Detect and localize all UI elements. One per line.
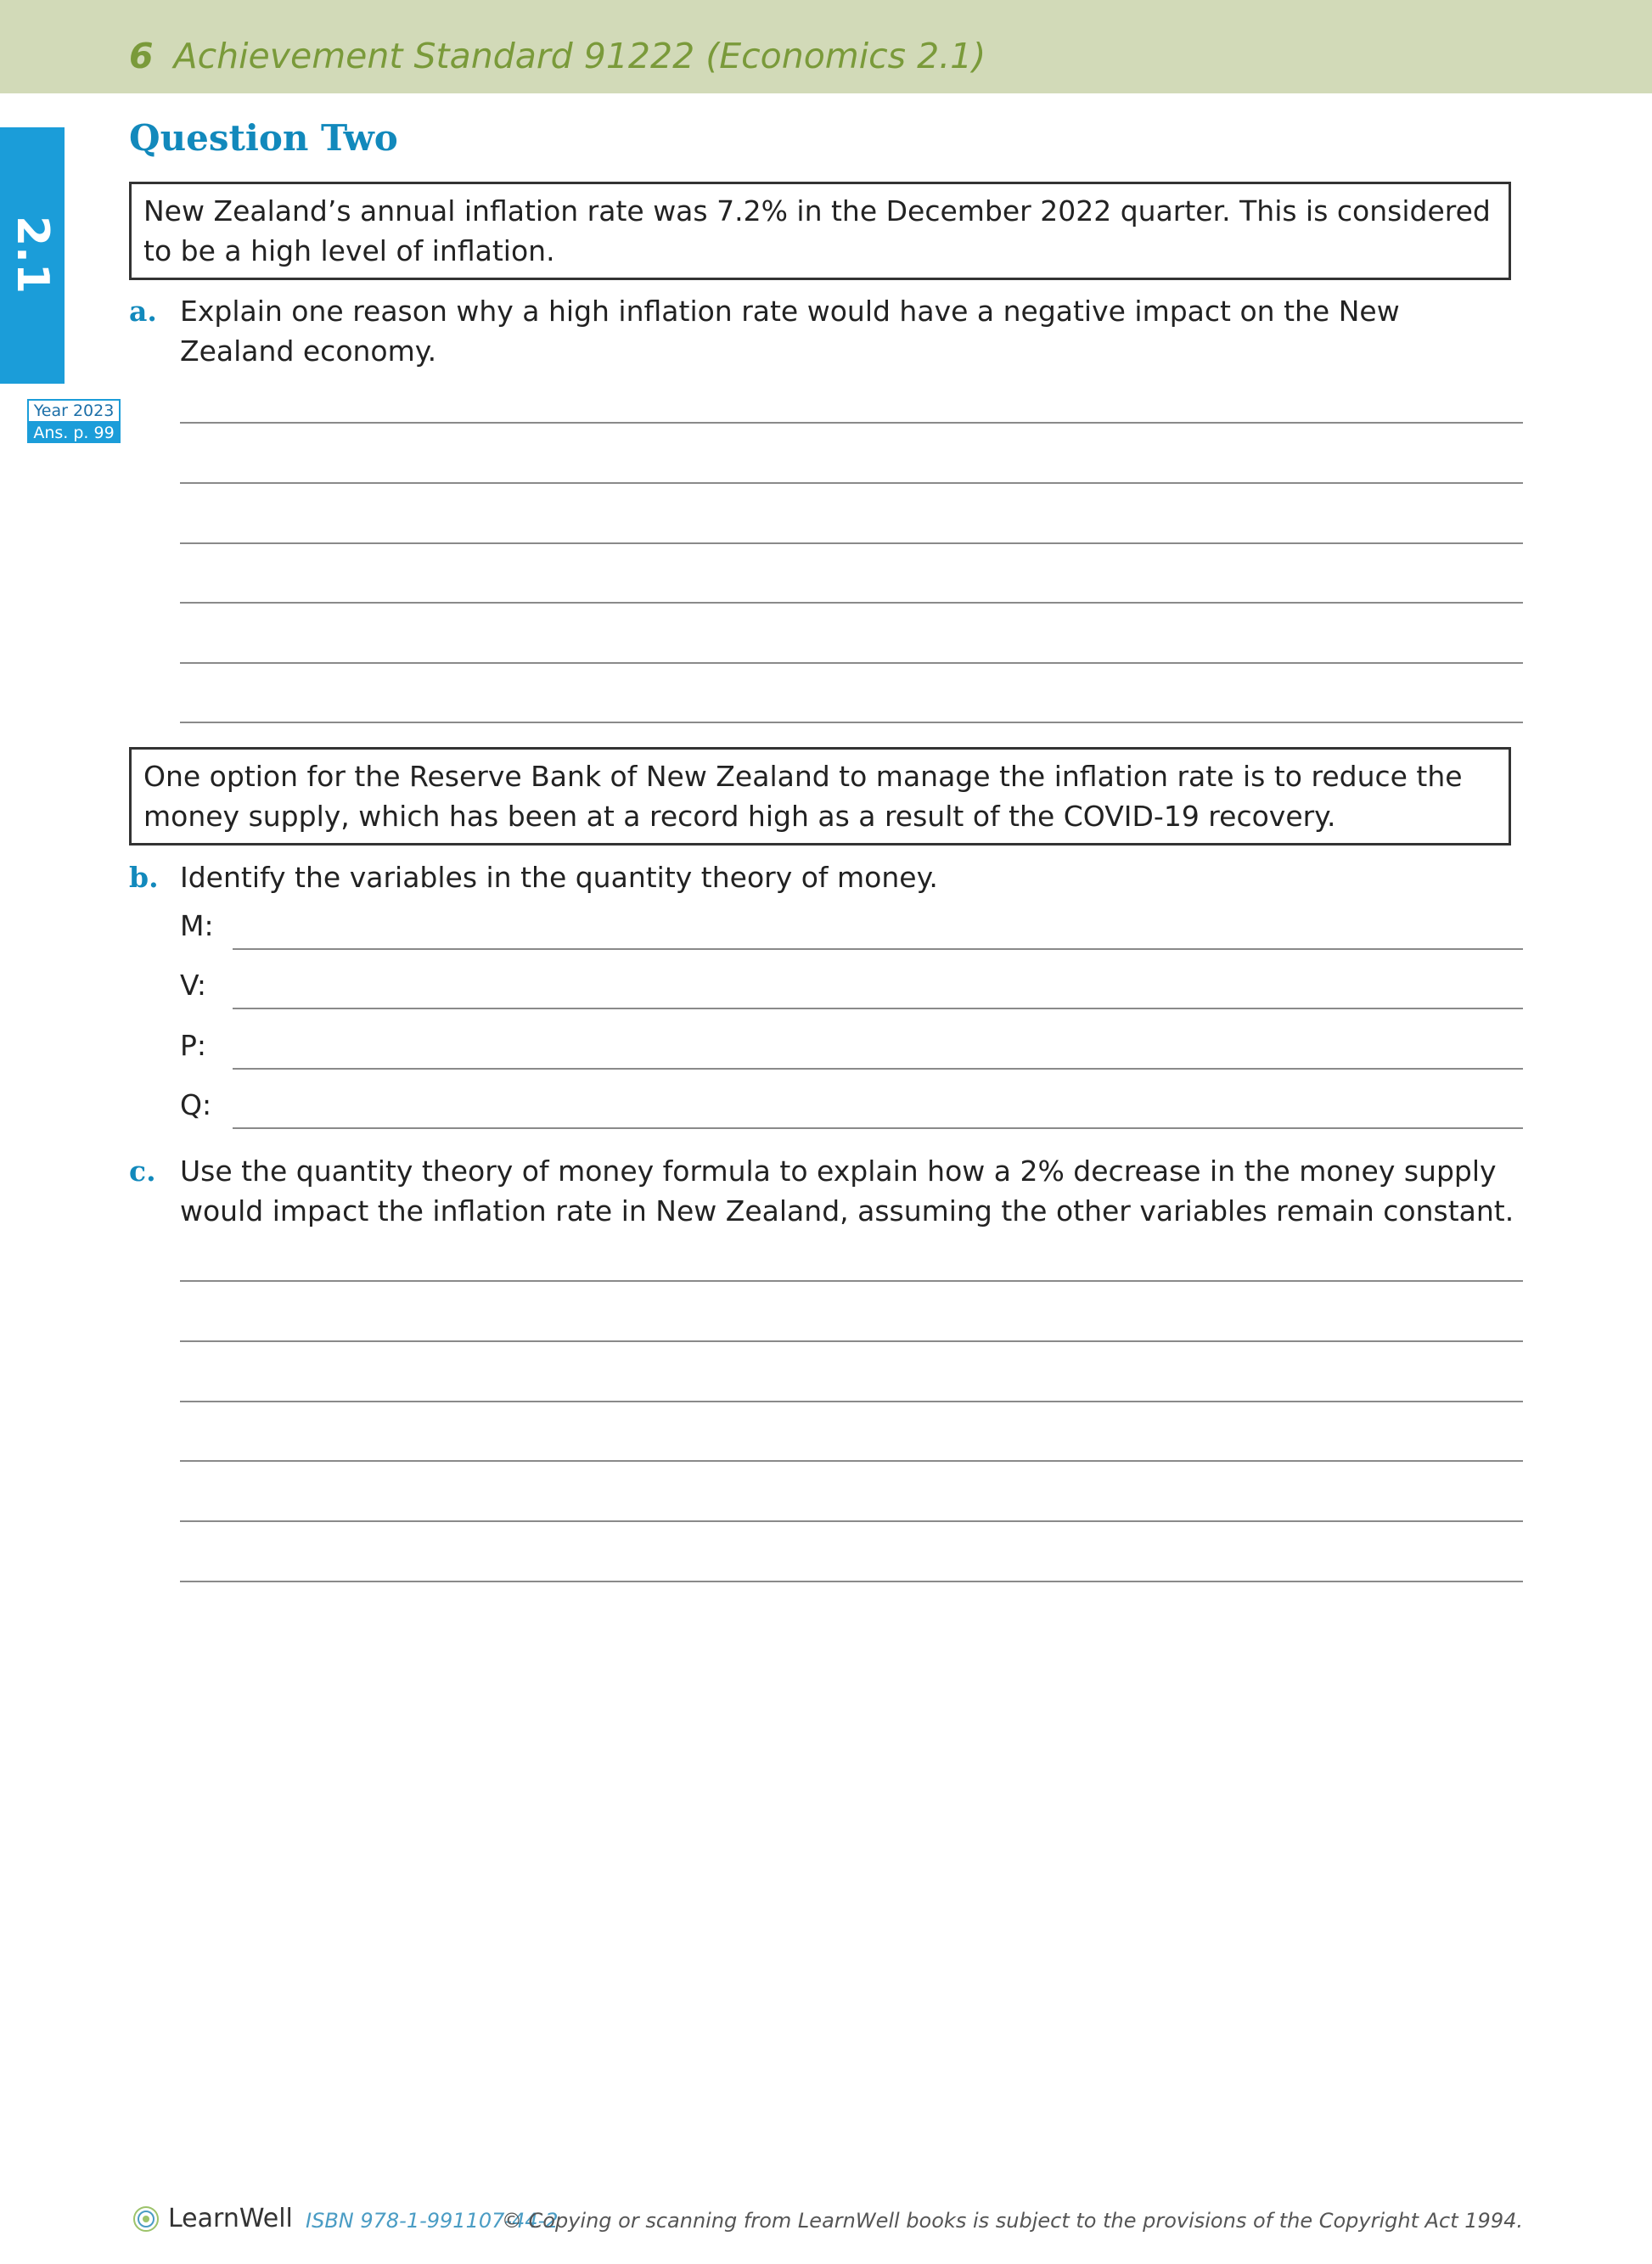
context-box-1: New Zealand’s annual inflation rate was 7.2% in the December 2022 quarter. This is considered to be a high level of inflation. — [129, 182, 1511, 280]
variable-answer-line[interactable] — [233, 1068, 1523, 1070]
variable-answer-line[interactable] — [233, 948, 1523, 950]
header-title-line — [129, 36, 986, 76]
isbn-text: ISBN 978-1-991107-44-2 — [306, 2209, 559, 2233]
page-footer — [129, 2202, 1523, 2239]
page-header — [0, 0, 1652, 93]
answer-line[interactable] — [180, 542, 1523, 544]
variable-row-p[interactable] — [180, 1027, 1523, 1070]
context-box-2: One option for the Reserve Bank of New Zealand to manage the inflation rate is to reduce the money supply, which has been at a record high as a result of the COVID-19 recovery. — [129, 747, 1511, 845]
answer-line[interactable] — [180, 422, 1523, 424]
page-number: 6 — [129, 36, 154, 76]
answer-line[interactable] — [180, 1520, 1523, 1522]
answer-line[interactable] — [180, 722, 1523, 723]
part-a-letter: a. — [129, 295, 157, 328]
variable-label: M: — [180, 909, 214, 942]
variable-label: V: — [180, 969, 207, 1002]
variable-answer-line[interactable] — [233, 1008, 1523, 1009]
section-tab-label: 2.1 — [7, 215, 58, 295]
part-c-text: Use the quantity theory of money formula to explain how a 2% decrease in the money supply would impact the inflation rate in New Zealand, assuming the other variables remain constant. — [180, 1154, 1514, 1228]
part-a-text: Explain one reason why a high inflation rate would have a negative impact on the New Zealand economy. — [180, 295, 1400, 368]
answer-line[interactable] — [180, 1280, 1523, 1282]
variable-answer-line[interactable] — [233, 1127, 1523, 1129]
answer-line[interactable] — [180, 1581, 1523, 1582]
part-b — [129, 857, 1521, 897]
answer-line[interactable] — [180, 1460, 1523, 1462]
variable-row-m[interactable] — [180, 907, 1523, 950]
answer-line[interactable] — [180, 1401, 1523, 1402]
part-c — [129, 1151, 1521, 1231]
answer-page-ref: Ans. p. 99 — [27, 423, 121, 443]
variable-row-q[interactable] — [180, 1087, 1523, 1129]
part-b-letter: b. — [129, 861, 159, 894]
learnwell-logo-icon — [132, 2205, 160, 2233]
answer-line[interactable] — [180, 1340, 1523, 1342]
answer-line[interactable] — [180, 482, 1523, 484]
answer-line[interactable] — [180, 602, 1523, 604]
part-c-letter: c. — [129, 1154, 156, 1188]
variable-row-v[interactable] — [180, 967, 1523, 1009]
brand-name: LearnWell — [168, 2204, 293, 2233]
variable-label: Q: — [180, 1088, 212, 1121]
copyright-text: © Copying or scanning from LearnWell books is subject to the provisions of the Copyright Act 1994. — [501, 2209, 1523, 2233]
part-b-text: Identify the variables in the quantity theory of money. — [180, 861, 938, 894]
year-label: Year 2023 — [27, 399, 121, 423]
year-badge — [27, 399, 121, 443]
header-title: Achievement Standard 91222 (Economics 2.1) — [173, 36, 986, 76]
variable-label: P: — [180, 1029, 207, 1062]
answer-line[interactable] — [180, 662, 1523, 664]
part-a — [129, 291, 1521, 371]
question-title: Question Two — [129, 117, 398, 159]
